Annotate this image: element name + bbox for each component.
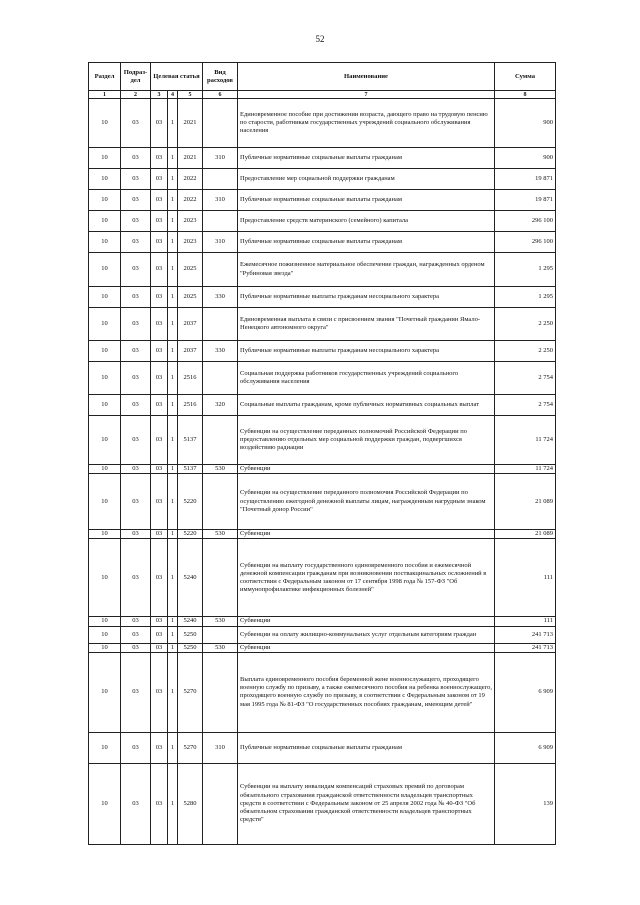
cell-name: Выплата единовременного пособия беременной жене военнослужащего, проходящего военную службу по призыву, а также ежемесячного пособия на ребенка военнослужащего, проходящего военную службу по призыву, в соответствии с Федеральным законом от 19 мая 1995 года № 81-ФЗ "О государственных пособиях гражданам, имеющим детей": [238, 652, 495, 732]
cell-name: Предоставление средств материнского (семейного) капитала: [238, 211, 495, 232]
cell-podrazdel: 03: [121, 341, 151, 362]
table-row: [89, 148, 556, 169]
cell-name: Публичные нормативные социальные выплаты гражданам: [238, 732, 495, 763]
cell-sum: 6 909: [495, 652, 556, 732]
cell-razdel: 10: [89, 253, 121, 287]
table-row: [89, 474, 556, 530]
cell-sum: 11 724: [495, 465, 556, 474]
cell-expense-type: 330: [203, 341, 238, 362]
cell-target-article-2: 1: [168, 626, 178, 643]
cell-target-article-1: 03: [151, 530, 168, 539]
cell-sum: 111: [495, 617, 556, 626]
cell-target-article-3: 2037: [178, 308, 203, 341]
cell-podrazdel: 03: [121, 643, 151, 652]
cell-podrazdel: 03: [121, 308, 151, 341]
cell-razdel: 10: [89, 652, 121, 732]
cell-expense-type: [203, 362, 238, 395]
cell-sum: 241 713: [495, 643, 556, 652]
cell-sum: 2 754: [495, 395, 556, 416]
cell-sum: 111: [495, 539, 556, 617]
cell-name: Субвенции на выплату государственного единовременного пособия и ежемесячной денежной компенсации гражданам при возникновении поствакцинальных осложнений в соответствии с Федеральным законом от 17 сентября 1998 года № 157-ФЗ "Об иммунопрофилактике инфекционных болезней": [238, 539, 495, 617]
cell-sum: 2 754: [495, 362, 556, 395]
cell-sum: 139: [495, 763, 556, 844]
cell-razdel: 10: [89, 465, 121, 474]
cell-expense-type: [203, 474, 238, 530]
cell-razdel: 10: [89, 308, 121, 341]
cell-sum: 19 871: [495, 169, 556, 190]
cell-target-article-3: 2021: [178, 99, 203, 148]
cell-target-article-1: 03: [151, 169, 168, 190]
cell-name: Субвенции на выплату инвалидам компенсаций страховых премий по договорам обязательного страхования гражданской ответственности владельцев транспортных средств в соответствии с Федеральным законом от 25 апреля 2002 года № 40-ФЗ "Об обязательном страховании гражданской ответственности владельцев транспортных средств": [238, 763, 495, 844]
cell-target-article-3: 2022: [178, 169, 203, 190]
cell-podrazdel: 03: [121, 395, 151, 416]
cell-podrazdel: 03: [121, 253, 151, 287]
cell-expense-type: [203, 539, 238, 617]
cell-target-article-1: 03: [151, 652, 168, 732]
cell-expense-type: 310: [203, 732, 238, 763]
cell-razdel: 10: [89, 539, 121, 617]
cell-target-article-1: 03: [151, 474, 168, 530]
cell-expense-type: 310: [203, 148, 238, 169]
cell-target-article-3: 2516: [178, 362, 203, 395]
table-row: [89, 211, 556, 232]
cell-expense-type: 530: [203, 643, 238, 652]
cell-expense-type: 310: [203, 232, 238, 253]
col-header-name: Наименование: [238, 63, 495, 91]
cell-sum: 900: [495, 148, 556, 169]
cell-target-article-1: 03: [151, 190, 168, 211]
cell-target-article-3: 5137: [178, 465, 203, 474]
cell-name: Субвенции: [238, 530, 495, 539]
cell-sum: 241 713: [495, 626, 556, 643]
col-header-expense-type: Вид расходов: [203, 63, 238, 91]
cell-razdel: 10: [89, 99, 121, 148]
cell-target-article-3: 5220: [178, 530, 203, 539]
cell-target-article-3: 2025: [178, 287, 203, 308]
cell-target-article-1: 03: [151, 617, 168, 626]
cell-expense-type: [203, 253, 238, 287]
col-header-sum: Сумма: [495, 63, 556, 91]
column-number: 6: [203, 91, 238, 99]
cell-sum: 1 295: [495, 287, 556, 308]
cell-target-article-2: 1: [168, 539, 178, 617]
column-number: 5: [178, 91, 203, 99]
cell-sum: 900: [495, 99, 556, 148]
table-row: [89, 287, 556, 308]
table-body: [89, 99, 556, 845]
cell-name: Субвенции: [238, 643, 495, 652]
header-row: [89, 63, 556, 91]
page-number: 52: [315, 34, 325, 44]
cell-razdel: 10: [89, 232, 121, 253]
col-header-target-article: Целевая статья: [151, 63, 203, 91]
cell-expense-type: [203, 652, 238, 732]
cell-name: Социальная поддержка работников государственных учреждений социального обслуживания населения: [238, 362, 495, 395]
cell-razdel: 10: [89, 474, 121, 530]
cell-target-article-2: 1: [168, 148, 178, 169]
cell-razdel: 10: [89, 148, 121, 169]
cell-name: Единовременная выплата в связи с присвоением звания "Почетный гражданин Ямало-Ненецкого автономного округа": [238, 308, 495, 341]
cell-target-article-1: 03: [151, 763, 168, 844]
cell-sum: 11 724: [495, 416, 556, 465]
cell-name: Субвенции на осуществление переданных полномочий Российской Федерации по предоставлению отдельных мер социальной поддержки граждан, подвергшихся воздействию радиации: [238, 416, 495, 465]
cell-target-article-2: 1: [168, 232, 178, 253]
cell-target-article-2: 1: [168, 530, 178, 539]
cell-expense-type: [203, 763, 238, 844]
cell-podrazdel: 03: [121, 652, 151, 732]
cell-razdel: 10: [89, 362, 121, 395]
cell-target-article-2: 1: [168, 169, 178, 190]
col-header-podrazdel: Подраз- дел: [121, 63, 151, 91]
cell-target-article-1: 03: [151, 416, 168, 465]
cell-name: Публичные нормативные социальные выплаты гражданам: [238, 148, 495, 169]
budget-table: [88, 62, 556, 845]
table-row: [89, 652, 556, 732]
cell-podrazdel: 03: [121, 190, 151, 211]
cell-target-article-1: 03: [151, 99, 168, 148]
cell-sum: 2 250: [495, 341, 556, 362]
cell-name: Субвенции на оплату жилищно-коммунальных услуг отдельным категориям граждан: [238, 626, 495, 643]
cell-target-article-1: 03: [151, 643, 168, 652]
cell-target-article-1: 03: [151, 395, 168, 416]
cell-target-article-2: 1: [168, 253, 178, 287]
cell-target-article-2: 1: [168, 474, 178, 530]
cell-podrazdel: 03: [121, 99, 151, 148]
cell-razdel: 10: [89, 190, 121, 211]
table-row: [89, 99, 556, 148]
cell-podrazdel: 03: [121, 362, 151, 395]
cell-razdel: 10: [89, 341, 121, 362]
cell-name: Субвенции: [238, 465, 495, 474]
cell-sum: 2 250: [495, 308, 556, 341]
cell-target-article-2: 1: [168, 190, 178, 211]
table-row: [89, 617, 556, 626]
table-row: [89, 341, 556, 362]
table-row: [89, 539, 556, 617]
cell-podrazdel: 03: [121, 232, 151, 253]
cell-target-article-2: 1: [168, 617, 178, 626]
cell-target-article-2: 1: [168, 465, 178, 474]
cell-target-article-3: 2025: [178, 253, 203, 287]
cell-name: Публичные нормативные социальные выплаты гражданам: [238, 190, 495, 211]
table-row: [89, 395, 556, 416]
cell-target-article-3: 5280: [178, 763, 203, 844]
cell-sum: 1 295: [495, 253, 556, 287]
cell-expense-type: [203, 211, 238, 232]
cell-target-article-3: 2023: [178, 232, 203, 253]
cell-sum: 296 100: [495, 232, 556, 253]
cell-razdel: 10: [89, 617, 121, 626]
cell-razdel: 10: [89, 732, 121, 763]
cell-sum: 19 871: [495, 190, 556, 211]
cell-target-article-1: 03: [151, 341, 168, 362]
cell-razdel: 10: [89, 169, 121, 190]
cell-razdel: 10: [89, 395, 121, 416]
cell-name: Публичные нормативные выплаты гражданам несоциального характера: [238, 341, 495, 362]
cell-target-article-1: 03: [151, 308, 168, 341]
table-row: [89, 253, 556, 287]
cell-target-article-1: 03: [151, 232, 168, 253]
cell-target-article-1: 03: [151, 148, 168, 169]
cell-target-article-3: 5270: [178, 652, 203, 732]
cell-target-article-2: 1: [168, 308, 178, 341]
cell-target-article-2: 1: [168, 99, 178, 148]
table-row: [89, 643, 556, 652]
cell-target-article-3: 5250: [178, 626, 203, 643]
cell-target-article-1: 03: [151, 626, 168, 643]
cell-podrazdel: 03: [121, 617, 151, 626]
table-row: [89, 232, 556, 253]
cell-target-article-2: 1: [168, 341, 178, 362]
cell-name: Субвенции на осуществление переданного полномочия Российской Федерации по осуществлению ежегодной денежной выплаты лицам, награжденным нагрудным знаком "Почетный донор России": [238, 474, 495, 530]
cell-podrazdel: 03: [121, 148, 151, 169]
cell-target-article-1: 03: [151, 465, 168, 474]
table-row: [89, 416, 556, 465]
column-number: 1: [89, 91, 121, 99]
cell-target-article-3: 2021: [178, 148, 203, 169]
cell-target-article-1: 03: [151, 211, 168, 232]
cell-target-article-2: 1: [168, 763, 178, 844]
cell-sum: 6 909: [495, 732, 556, 763]
cell-target-article-3: 5137: [178, 416, 203, 465]
cell-podrazdel: 03: [121, 211, 151, 232]
cell-target-article-3: 5240: [178, 539, 203, 617]
cell-target-article-3: 5250: [178, 643, 203, 652]
table-row: [89, 763, 556, 844]
table-row: [89, 308, 556, 341]
cell-podrazdel: 03: [121, 539, 151, 617]
col-header-razdel: Раздел: [89, 63, 121, 91]
cell-sum: 296 100: [495, 211, 556, 232]
cell-target-article-2: 1: [168, 362, 178, 395]
cell-target-article-2: 1: [168, 732, 178, 763]
cell-target-article-1: 03: [151, 362, 168, 395]
column-number: 2: [121, 91, 151, 99]
table-row: [89, 169, 556, 190]
cell-razdel: 10: [89, 211, 121, 232]
table-row: [89, 362, 556, 395]
cell-target-article-3: 5220: [178, 474, 203, 530]
column-number: 7: [238, 91, 495, 99]
cell-razdel: 10: [89, 287, 121, 308]
cell-name: Предоставление мер социальной поддержки гражданам: [238, 169, 495, 190]
cell-target-article-3: 2037: [178, 341, 203, 362]
cell-expense-type: 530: [203, 617, 238, 626]
cell-name: Социальные выплаты гражданам, кроме публичных нормативных социальных выплат: [238, 395, 495, 416]
cell-razdel: 10: [89, 416, 121, 465]
cell-target-article-2: 1: [168, 652, 178, 732]
cell-expense-type: [203, 416, 238, 465]
cell-razdel: 10: [89, 626, 121, 643]
cell-target-article-3: 2023: [178, 211, 203, 232]
cell-target-article-2: 1: [168, 211, 178, 232]
cell-expense-type: 320: [203, 395, 238, 416]
cell-name: Единовременное пособие при достижении возраста, дающего право на трудовую пенсию по старости, работникам государственных учреждений социального обслуживания населения: [238, 99, 495, 148]
table-row: [89, 465, 556, 474]
cell-target-article-3: 2516: [178, 395, 203, 416]
cell-podrazdel: 03: [121, 626, 151, 643]
column-number: 4: [168, 91, 178, 99]
cell-razdel: 10: [89, 643, 121, 652]
cell-name: Ежемесячное пожизненное материальное обеспечение граждан, награжденных орденом "Рубиновая звезда": [238, 253, 495, 287]
cell-target-article-1: 03: [151, 287, 168, 308]
cell-podrazdel: 03: [121, 465, 151, 474]
cell-target-article-2: 1: [168, 287, 178, 308]
cell-target-article-3: 5270: [178, 732, 203, 763]
cell-podrazdel: 03: [121, 530, 151, 539]
cell-target-article-3: 2022: [178, 190, 203, 211]
cell-target-article-1: 03: [151, 732, 168, 763]
cell-razdel: 10: [89, 530, 121, 539]
cell-sum: 21 089: [495, 530, 556, 539]
cell-expense-type: [203, 308, 238, 341]
column-number: 8: [495, 91, 556, 99]
cell-expense-type: [203, 626, 238, 643]
column-number-row: [89, 91, 556, 99]
cell-target-article-2: 1: [168, 395, 178, 416]
cell-sum: 21 089: [495, 474, 556, 530]
cell-expense-type: 330: [203, 287, 238, 308]
cell-expense-type: 530: [203, 465, 238, 474]
cell-podrazdel: 03: [121, 416, 151, 465]
cell-target-article-2: 1: [168, 643, 178, 652]
cell-expense-type: [203, 99, 238, 148]
cell-target-article-1: 03: [151, 539, 168, 617]
cell-expense-type: [203, 169, 238, 190]
cell-name: Публичные нормативные выплаты гражданам несоциального характера: [238, 287, 495, 308]
cell-expense-type: 310: [203, 190, 238, 211]
column-number: 3: [151, 91, 168, 99]
cell-name: Публичные нормативные социальные выплаты гражданам: [238, 232, 495, 253]
cell-expense-type: 530: [203, 530, 238, 539]
cell-podrazdel: 03: [121, 474, 151, 530]
cell-target-article-3: 5240: [178, 617, 203, 626]
cell-podrazdel: 03: [121, 732, 151, 763]
table-row: [89, 190, 556, 211]
cell-podrazdel: 03: [121, 287, 151, 308]
cell-target-article-1: 03: [151, 253, 168, 287]
cell-target-article-2: 1: [168, 416, 178, 465]
table-row: [89, 626, 556, 643]
cell-name: Субвенции: [238, 617, 495, 626]
cell-podrazdel: 03: [121, 763, 151, 844]
cell-podrazdel: 03: [121, 169, 151, 190]
table-row: [89, 732, 556, 763]
table-row: [89, 530, 556, 539]
cell-razdel: 10: [89, 763, 121, 844]
